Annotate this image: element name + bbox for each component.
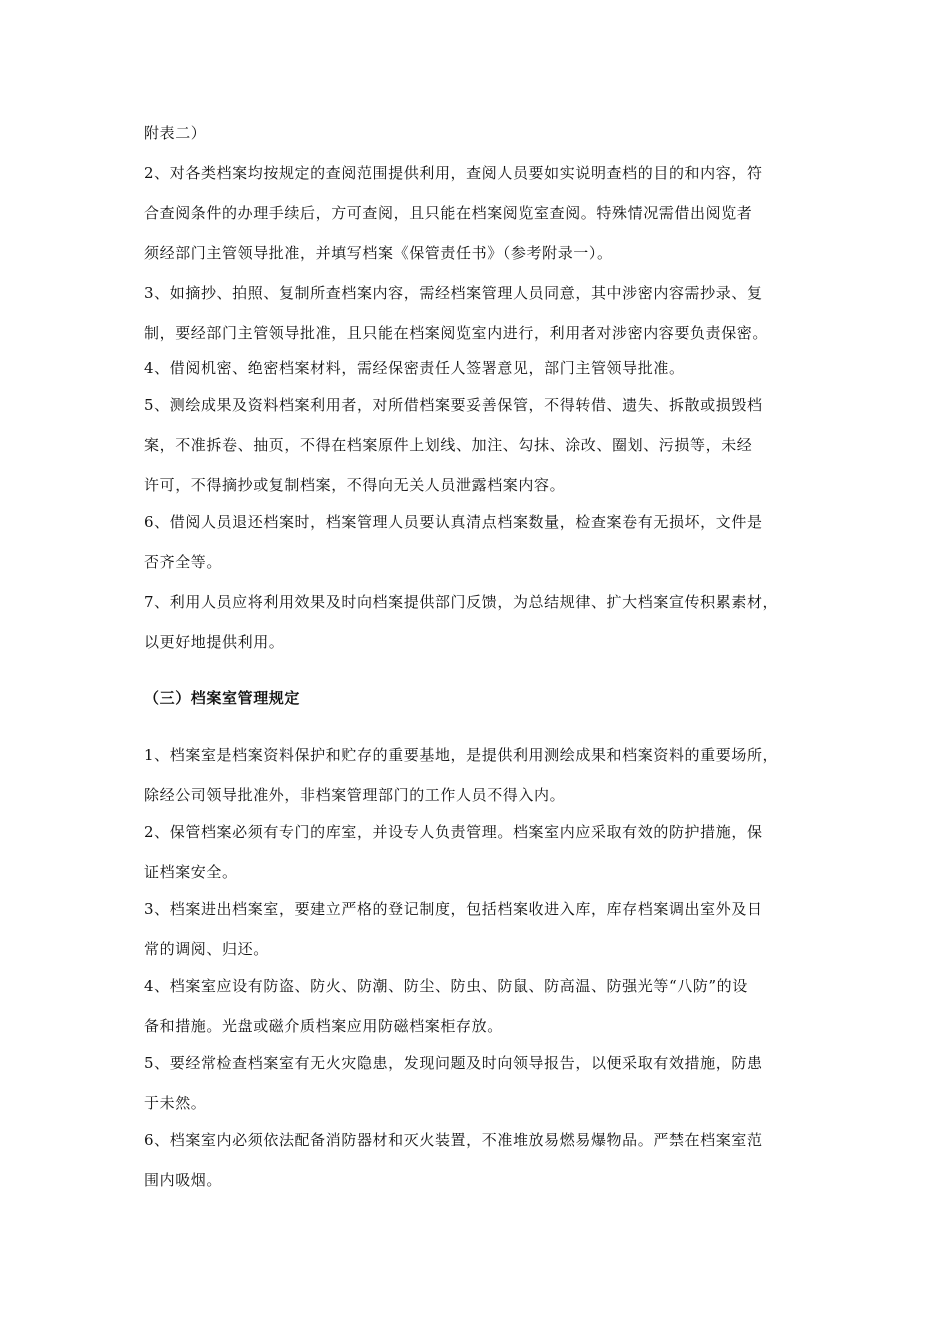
paragraph-line: 须经部门主管领导批准，并填写档案《保管责任书》（参考附录一）。 bbox=[144, 244, 613, 262]
paragraph-line: 除经公司领导批准外，非档案管理部门的工作人员不得入内。 bbox=[144, 786, 566, 804]
paragraph-line: 4、档案室应设有防盗、防火、防潮、防尘、防虫、防鼠、防高温、防强光等“八防”的设 bbox=[144, 977, 748, 995]
paragraph-line: 1、档案室是档案资料保护和贮存的重要基地，是提供利用测绘成果和档案资料的重要场所， bbox=[144, 746, 779, 764]
paragraph-line: 常的调阅、归还。 bbox=[144, 940, 269, 958]
paragraph-line: 2、保管档案必须有专门的库室，并设专人负责管理。档案室内应采取有效的防护措施，保 bbox=[144, 823, 763, 841]
paragraph-line: 证档案安全。 bbox=[144, 863, 238, 881]
section-heading: （三）档案室管理规定 bbox=[144, 689, 301, 707]
paragraph-line: 4、借阅机密、绝密档案材料，需经保密责任人签署意见，部门主管领导批准。 bbox=[144, 359, 685, 377]
paragraph-line: 围内吸烟。 bbox=[144, 1171, 223, 1189]
paragraph-line: 许可，不得摘抄或复制档案，不得向无关人员泄露档案内容。 bbox=[144, 476, 566, 494]
paragraph-line: 制，要经部门主管领导批准，且只能在档案阅览室内进行，利用者对涉密内容要负责保密。 bbox=[144, 324, 769, 342]
paragraph-line: 备和措施。光盘或磁介质档案应用防磁档案柜存放。 bbox=[144, 1017, 503, 1035]
paragraph-line: 附表二） bbox=[144, 124, 207, 142]
paragraph-line: 7、利用人员应将利用效果及时向档案提供部门反馈，为总结规律、扩大档案宣传积累素材， bbox=[144, 593, 779, 611]
paragraph-line: 合查阅条件的办理手续后，方可查阅，且只能在档案阅览室查阅。特殊情况需借出阅览者 bbox=[144, 204, 753, 222]
paragraph-line: 5、要经常检查档案室有无火灾隐患，发现问题及时向领导报告，以便采取有效措施，防患 bbox=[144, 1054, 763, 1072]
paragraph-line: 否齐全等。 bbox=[144, 553, 223, 571]
paragraph-line: 3、档案进出档案室，要建立严格的登记制度，包括档案收进入库，库存档案调出室外及日 bbox=[144, 900, 763, 918]
paragraph-line: 2、对各类档案均按规定的查阅范围提供利用，查阅人员要如实说明查档的目的和内容，符 bbox=[144, 164, 763, 182]
paragraph-line: 于未然。 bbox=[144, 1094, 207, 1112]
paragraph-line: 6、借阅人员退还档案时，档案管理人员要认真清点档案数量，检查案卷有无损坏，文件是 bbox=[144, 513, 763, 531]
paragraph-line: 5、测绘成果及资料档案利用者，对所借档案要妥善保管，不得转借、遗失、拆散或损毁档 bbox=[144, 396, 763, 414]
paragraph-line: 案，不准拆卷、抽页，不得在档案原件上划线、加注、勾抹、涂改、圈划、污损等，未经 bbox=[144, 436, 753, 454]
paragraph-line: 以更好地提供利用。 bbox=[144, 633, 285, 651]
paragraph-line: 3、如摘抄、拍照、复制所查档案内容，需经档案管理人员同意，其中涉密内容需抄录、复 bbox=[144, 284, 763, 302]
paragraph-line: 6、档案室内必须依法配备消防器材和灭火装置，不准堆放易燃易爆物品。严禁在档案室范 bbox=[144, 1131, 763, 1149]
